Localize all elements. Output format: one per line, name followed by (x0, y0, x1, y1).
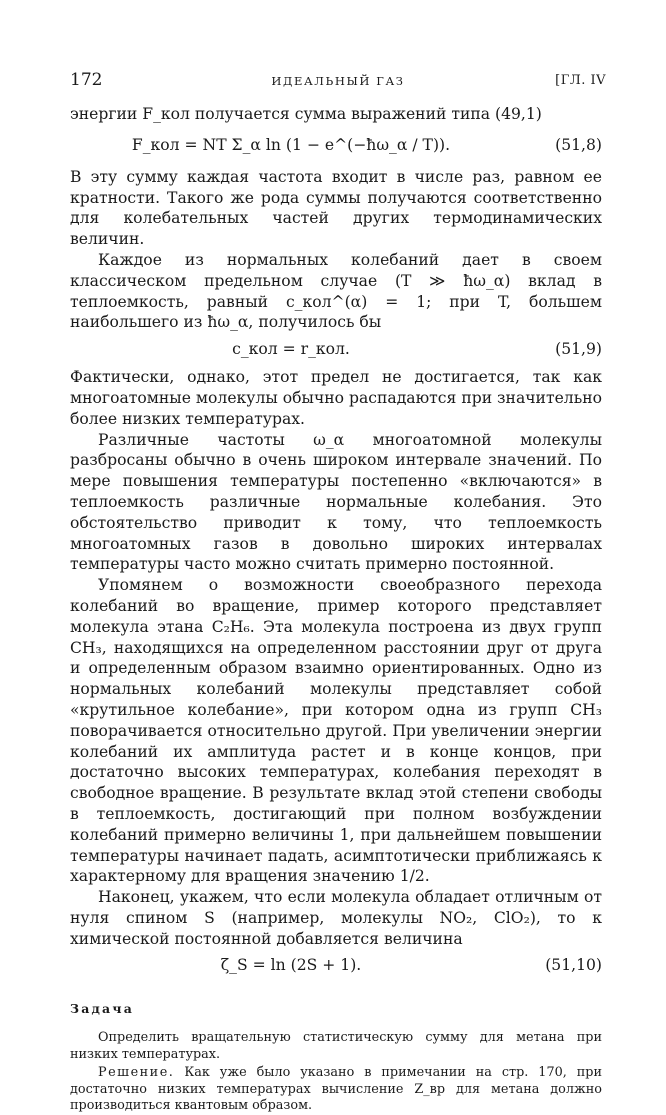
paragraph: энергии F_кол получается сумма выражений типа (49,1) (70, 105, 542, 123)
chapter-label: [ГЛ. IV (555, 73, 606, 88)
paragraph: В эту сумму каждая частота входит в числе раз, равном ее кратности. Такого же рода суммы получаются соответственно для колебательных частей других термодинамических величин. (70, 167, 602, 249)
paragraph: Наконец, укажем, что если молекула обладает отличным от нуля спином S (например, молекулы NO₂, ClO₂), то к химической постоянной добавляется величина (70, 888, 602, 948)
paragraph: Различные частоты ω_α многоатомной молекулы разбросаны обычно в очень широком интервале значений. По мере повышения температуры постепенно «включаются» в теплоемкость различные нормальные колебания. Это обстоятельство приводит к тому, что теплоемкость многоатомных газов в довольно широких интервалах температуры часто можно считать примерно постоянной. (70, 430, 602, 574)
equation-51-9 (70, 333, 602, 367)
equation-number: (51,8) (555, 135, 602, 154)
paragraph: Каждое из нормальных колебаний дает в своем классическом предельном случае (T ≫ ħω_α) вклад в теплоемкость, равный c_кол^(α) = 1; при T, большем наибольшего из ħω_α, получилось бы (70, 250, 602, 332)
running-title: ИДЕАЛЬНЫЙ ГАЗ (271, 74, 405, 88)
problem-statement: Определить вращательную статистическую сумму для метана при низких температурах. (70, 1030, 602, 1062)
page-number: 172 (70, 70, 103, 90)
problem-heading: Задача (70, 1001, 134, 1017)
equation-51-10 (70, 949, 602, 983)
solution-text: Как уже было указано в примечании на стр. 170, при достаточно низких температурах вычисление Z_вр для метана должно производиться квантовым образом. (70, 1065, 602, 1114)
equation-number: (51,10) (545, 956, 602, 975)
equation-number: (51,9) (555, 340, 602, 359)
equation-expression: F_кол = NT Σ_α ln (1 − e^(−ħω_α / T)). (131, 135, 451, 154)
page-body (70, 104, 602, 1115)
paragraph: Упомянем о возможности своеобразного перехода колебаний во вращение, пример которого представляет молекула этана C₂H₆. Эта молекула построена из двух групп CH₃, находящихся на определенном расстоянии друг от друга и определенным образом взаимно ориентированных. Одно из нормальных колебаний молекулы представляет собой «крутильное колебание», при котором одна из групп CH₃ поворачивается относительно другой. При увеличении энергии колебаний их амплитуда растет и в конце концов, при достаточно высоких температурах, колебания переходят в свободное вращение. В результате вклад этой степени свободы в теплоемкость, достигающий при полном возбуждении колебаний примерно величины 1, при дальнейшем повышении температуры начинает падать, асимптотически приближаясь к характерному для вращения значению 1/2. (70, 576, 602, 886)
equation-expression: ζ_S = ln (2S + 1). (220, 956, 362, 975)
equation-51-8 (70, 125, 602, 167)
page-header (70, 70, 606, 92)
paragraph: Фактически, однако, этот предел не достигается, так как многоатомные молекулы обычно распадаются при значительно более низких температурах. (70, 368, 602, 428)
problem-solution (70, 1065, 602, 1115)
equation-expression: c_кол = r_кол. (232, 340, 350, 359)
solution-label: Решение. (98, 1065, 175, 1081)
